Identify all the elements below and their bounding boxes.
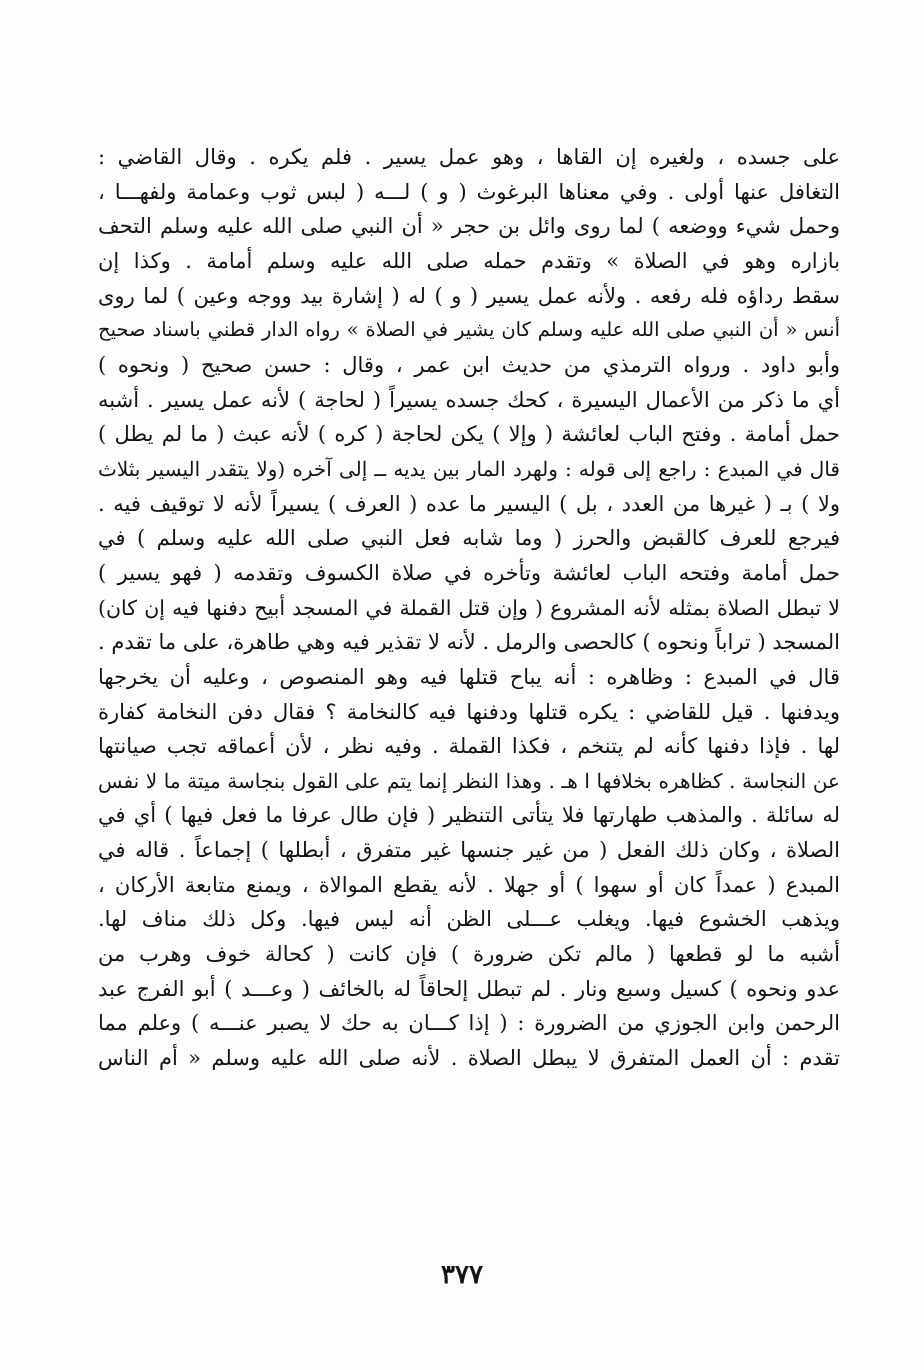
text-line: بازاره وهو في الصلاة » وتقدم حمله صلى الله عليه وسلم أمامة . وكذا إن [98,248,840,273]
text-line: ويدفنها . قيل للقاضي : يكره قتلها ودفنها فيه كالنخامة ؟ فقال دفن النخامة كفارة [98,699,840,724]
text-line: عن النجاسة . كظاهره بخلافها ا هـ . وهذا النظر إنما يتم على القول بنجاسة ميتة ما لا نفس [98,768,840,793]
text-line: أنس « أن النبي صلى الله عليه وسلم كان يشير في الصلاة » رواه الدار قطني باسناد صحيح [98,318,840,342]
text-line: حمل أمامة وفتحه الباب لعائشة وتأخره في صلاة الكسوف وتقدمه ( فهو يسير ) [98,560,840,585]
page-number: ٣٧٧ [441,1260,483,1290]
text-line: تقدم : أن العمل المتفرق لا يبطل الصلاة . لأنه صلى الله عليه وسلم « أم الناس [98,1046,840,1071]
text-line: المسجد ( تراباً ونحوه ) كالحصى والرمل . لأنه لا تقذير فيه وهي طاهرة، على ما تقدم . [98,630,840,655]
text-line: على جسده ، ولغيره إن القاها ، وهو عمل يسير . فلم يكره . وقال القاضي : [98,145,840,169]
text-line: له سائلة . والمذهب طهارتها فلا يتأتى التنظير ( فإن طال عرفا ما فعل فيها ) أي في [98,803,840,828]
text-line: قال في المبدع : راجع إلى قوله : ولهرد المار بين يديه ــ إلى آخره (ولا يتقدر اليسير بثلاث [98,456,840,481]
text-line: فيرجع للعرف كالقبض والحرز ( وما شابه فعل النبي صلى الله عليه وسلم ) في [98,526,840,551]
text-line: سقط رداؤه فله رفعه . ولأنه عمل يسير ( و ) له ( إشارة بيد ووجه وعين ) لما روى [98,283,840,308]
text-line: لها . فإذا دفنها كأنه لم يتنخم ، فكذا القملة . وفيه نظر ، لأن أعماقه تجب صيانتها [98,734,840,759]
text-line: المبدع ( عمداً كان أو سهوا ) أو جهلا . لأنه يقطع الموالاة ، ويمنع متابعة الأركان ، [98,872,840,897]
text-line: الصلاة ، وكان ذلك الفعل ( من غير جنسها غير متفرق ، أبطلها ) إجماعاً . قاله في [98,838,840,863]
text-line: ولا ) بـ ( غيرها من العدد ، بل ) اليسير ما عده ( العرف ) يسيراً لأنه لا توقيف فيه . [98,491,840,516]
text-line: قال في المبدع : وظاهره : أنه يباح قتلها فيه وهو المنصوص ، وعليه أن يخرجها [98,664,840,689]
text-line: لا تبطل الصلاة بمثله لأنه المشروع ( وإن قتل القملة في المسجد أبيح دفنها فيه إن كان) [98,595,840,620]
text-line: ويذهب الخشوع فيها. ويغلب عـــلى الظن أنه ليس فيها. وكل ذلك مناف لها. [98,907,840,932]
text-line: أشبه ما لو قطعها ( مالم تكن ضرورة ) فإن كانت ( كحالة خوف وهرب من [98,942,840,967]
text-line: وأبو داود . ورواه الترمذي من حديث ابن عمر ، وقال : حسن صحيح ( ونحوه ) [98,352,840,377]
body-text [98,140,840,1076]
text-line: حمل أمامة . وفتح الباب لعائشة ( وإلا ) يكن لحاجة ( كره ) لأنه عبث ( ما لم يطل ) [98,422,840,447]
text-line: وحمل شيء ووضعه ) لما روى وائل بن حجر « أن النبي صلى الله عليه وسلم التحف [98,214,840,239]
text-line: التغافل عنها أولى . وفي معناها البرغوث ( و ) لـــه ( لبس ثوب وعمامة ولفهـــا ، [98,179,840,204]
text-line: أي ما ذكر من الأعمال اليسيرة ، كحك جسده يسيراً ( لحاجة ) لأنه عمل يسير . أشبه [98,387,840,412]
text-line: عدو ونحوه ) كسيل وسبع ونار . لم تبطل إلحاقاً له بالخائف ( وعـــد ) أبو الفرج عبد [98,976,840,1001]
text-line: الرحمن وابن الجوزي من الضرورة : ( إذا كـــان به حك لا يصبر عنـــه ) وعلم مما [98,1011,840,1036]
